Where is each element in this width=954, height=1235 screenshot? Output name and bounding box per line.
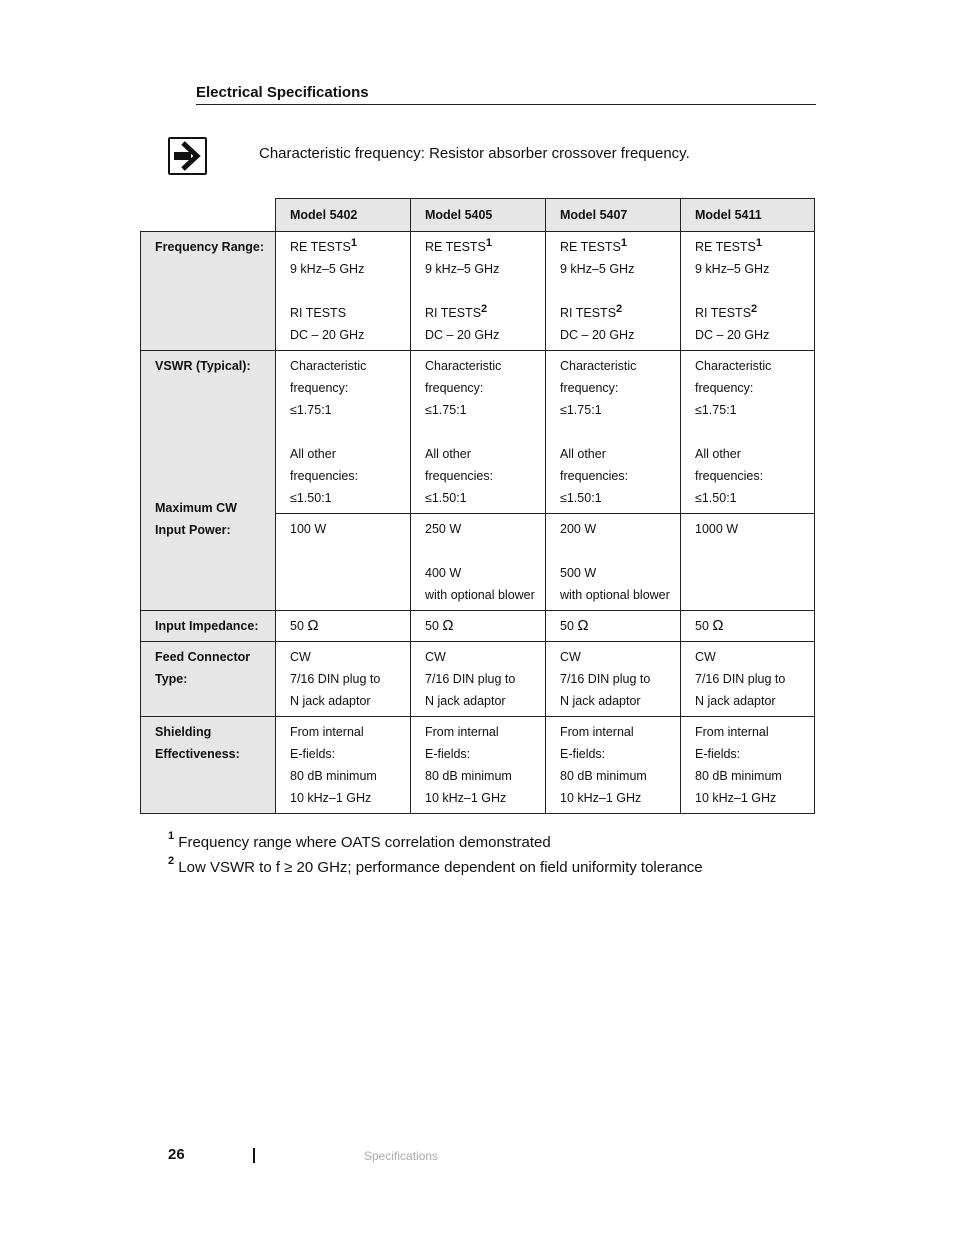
column-header: Model 5402 <box>276 199 411 232</box>
table-cell: RE TESTS$^1$ 9 kHz–5 GHz RI TESTS$^2$ DC – 20 GHz <box>411 232 546 351</box>
footnotes <box>168 830 703 880</box>
table-row-shielding <box>141 717 815 814</box>
column-header: Model 5411 <box>681 199 815 232</box>
row-header: Input Impedance: <box>141 611 276 642</box>
column-header: Model 5407 <box>546 199 681 232</box>
table-cell: From internal E-fields: 80 dB minimum 10 kHz–1 GHz <box>276 717 411 814</box>
table-cell: 1000 W <box>681 514 815 611</box>
table-cell: Characteristic frequency: ≤1.75:1 All other frequencies: ≤1.50:1 <box>546 351 681 514</box>
section-title: Electrical Specifications <box>196 84 816 105</box>
table-cell: From internal E-fields: 80 dB minimum 10 kHz–1 GHz <box>681 717 815 814</box>
table-cell: CW 7/16 DIN plug to N jack adaptor <box>681 642 815 717</box>
table-cell: RE TESTS$^1$ 9 kHz–5 GHz RI TESTS$^2$ DC – 20 GHz <box>681 232 815 351</box>
table-cell: 50 Ω <box>546 611 681 642</box>
table-cell: Characteristic frequency: ≤1.75:1 All other frequencies: ≤1.50:1 <box>681 351 815 514</box>
table-row-frequency-range <box>141 232 815 351</box>
table-cell: Characteristic frequency: ≤1.75:1 All other frequencies: ≤1.50:1 <box>411 351 546 514</box>
table-cell: RE TESTS$^1$ 9 kHz–5 GHz RI TESTS DC – 20 GHz <box>276 232 411 351</box>
row-header: VSWR (Typical): Maximum CW Input Power: <box>141 351 276 611</box>
table-cell: 50 Ω <box>276 611 411 642</box>
table-row-vswr <box>141 351 815 514</box>
table-cell: 50 Ω <box>411 611 546 642</box>
row-header: Feed Connector Type: <box>141 642 276 717</box>
table-cell: From internal E-fields: 80 dB minimum 10 kHz–1 GHz <box>546 717 681 814</box>
table-cell: CW 7/16 DIN plug to N jack adaptor <box>411 642 546 717</box>
table-header-row <box>141 199 815 232</box>
table-cell: RE TESTS$^1$ 9 kHz–5 GHz RI TESTS$^2$ DC – 20 GHz <box>546 232 681 351</box>
arrow-right-icon <box>168 137 207 175</box>
table-cell: CW 7/16 DIN plug to N jack adaptor <box>276 642 411 717</box>
row-header: Shielding Effectiveness: <box>141 717 276 814</box>
spec-table <box>140 198 815 814</box>
table-cell: Characteristic frequency: ≤1.75:1 All other frequencies: ≤1.50:1 <box>276 351 411 514</box>
page-number: 26 <box>168 1146 185 1163</box>
table-cell: From internal E-fields: 80 dB minimum 10 kHz–1 GHz <box>411 717 546 814</box>
table-cell: 100 W <box>276 514 411 611</box>
row-header: Frequency Range: <box>141 232 276 351</box>
note-text: Characteristic frequency: Resistor absorber crossover frequency. <box>259 145 690 162</box>
header-blank <box>141 199 276 232</box>
footnote: $^1$ Frequency range where OATS correlation demonstrated <box>168 830 551 851</box>
footnote: $^2$ Low VSWR to f ≥ 20 GHz; performance dependent on field uniformity tolerance <box>168 855 703 876</box>
footer-section-label: Specifications <box>364 1149 439 1163</box>
table-cell: 50 Ω <box>681 611 815 642</box>
footer-divider <box>253 1148 255 1163</box>
table-row-connector <box>141 642 815 717</box>
table-cell: 250 W 400 W with optional blower <box>411 514 546 611</box>
table-cell: 200 W 500 W with optional blower <box>546 514 681 611</box>
table-row-impedance <box>141 611 815 642</box>
table-cell: CW 7/16 DIN plug to N jack adaptor <box>546 642 681 717</box>
column-header: Model 5405 <box>411 199 546 232</box>
